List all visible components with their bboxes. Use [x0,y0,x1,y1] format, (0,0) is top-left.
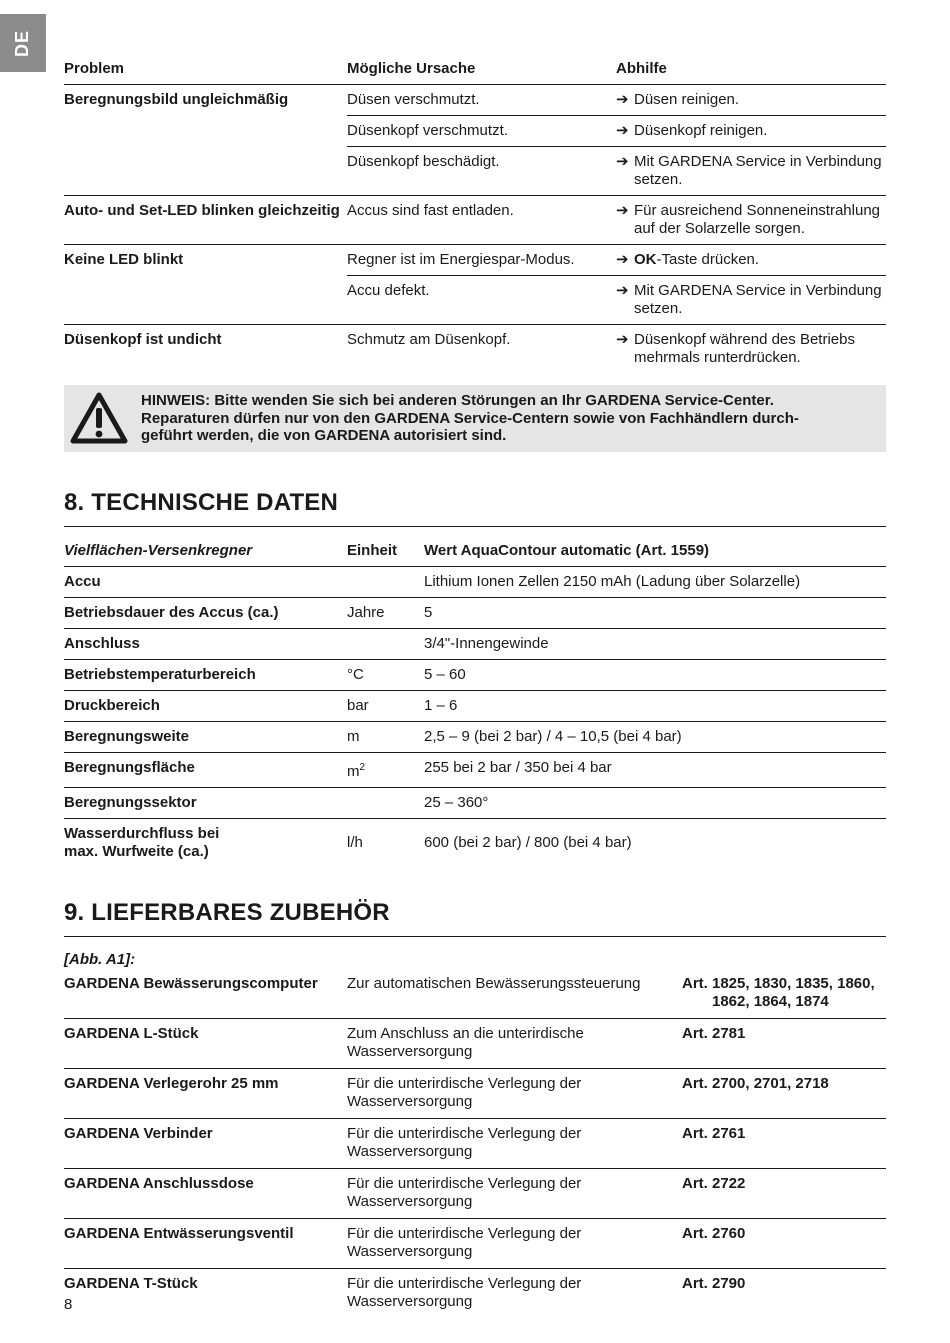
accessory-description: Für die unterirdische Verlegung der Wasserversorgung [347,1069,682,1119]
table-row [64,85,886,116]
remedy-text-rest: -Taste drücken. [656,251,760,268]
article-prefix: Art. [682,1125,712,1142]
value-cell: Lithium Ionen Zellen 2150 mAh (Ladung über Solarzelle) [424,567,886,598]
remedy-text: Düsen reinigen. [634,91,740,108]
technical-header-row [64,536,886,567]
table-row [64,975,886,1019]
article-prefix: Art. [682,1275,712,1292]
table-row [64,567,886,598]
table-row [64,245,886,276]
item-cell: Beregnungsfläche [64,753,347,788]
item-line: max. Wurfweite (ca.) [64,843,209,860]
article-prefix: Art. [682,975,712,992]
remedy-cell [616,196,886,245]
language-tab-label: DE [12,29,33,57]
remedy-text: Mit GARDENA Service in Verbindung setzen. [634,153,882,188]
accessory-name: GARDENA L-Stück [64,1019,347,1069]
accessory-article [682,1219,886,1269]
accessory-name: GARDENA Verlegerohr 25 mm [64,1069,347,1119]
table-row [64,1269,886,1319]
table-row [64,1219,886,1269]
technical-data-table [64,536,886,867]
accessory-description: Für die unterirdische Verlegung der Wasserversorgung [347,1219,682,1269]
table-row [64,1069,886,1119]
technical-data-heading: 8. TECHNISCHE DATEN [64,489,886,527]
item-cell: Betriebstemperaturbereich [64,660,347,691]
header-remedy: Abhilfe [616,56,886,85]
table-row [64,691,886,722]
unit-cell: °C [347,660,424,691]
accessory-article [682,1119,886,1169]
remedy-text [634,251,886,269]
arrow-right-icon: ➔ [616,282,629,299]
article-prefix: Art. [682,1225,712,1242]
header-unit: Einheit [347,542,398,559]
page-number: 8 [64,1296,73,1313]
article-prefix: Art. [682,1175,712,1192]
cause-cell: Accus sind fast entladen. [347,196,616,245]
header-item: Vielflächen-Versenkregner [64,542,253,559]
arrow-right-icon: ➔ [616,153,629,170]
figure-reference: [Abb. A1]: [64,951,136,968]
article-prefix: Art. [682,1075,712,1092]
page-content [64,56,886,1318]
notice-box [64,385,886,452]
accessory-article [682,1169,886,1219]
notice-text [141,392,856,445]
problem-cell: Auto- und Set-LED blinken gleichzeitig [64,196,347,245]
arrow-right-icon: ➔ [616,331,629,348]
header-problem: Problem [64,56,347,85]
notice-line: HINWEIS: Bitte wenden Sie sich bei anderen Störungen an Ihr GARDENA Service-Center. [141,392,774,409]
remedy-cell [616,116,886,147]
table-row [64,598,886,629]
notice-line: geführt werden, die von GARDENA autorisiert sind. [141,427,507,444]
table-row [64,819,886,868]
unit-cell [347,629,424,660]
remedy-text: Düsenkopf reinigen. [634,122,768,139]
value-cell: 255 bei 2 bar / 350 bei 4 bar [424,753,886,788]
accessory-name: GARDENA Verbinder [64,1119,347,1169]
table-row [64,788,886,819]
language-tab [0,14,46,72]
accessory-name: GARDENA Bewässerungscomputer [64,975,318,992]
table-row [64,325,886,374]
accessory-description: Für die unterirdische Verlegung der Wasserversorgung [347,1119,682,1169]
item-cell: Anschluss [64,629,347,660]
arrow-right-icon: ➔ [616,91,629,108]
troubleshooting-table [64,56,886,373]
accessory-description: Zur automatischen Bewässerungssteuerung [347,975,641,992]
table-row [64,1119,886,1169]
accessory-description: Für die unterirdische Verlegung der Wasserversorgung [347,1269,682,1319]
remedy-text: Düsenkopf während des Betriebs mehrmals runterdrücken. [634,331,855,366]
arrow-right-icon: ➔ [616,202,629,219]
unit-cell [347,788,424,819]
cause-cell: Düsenkopf beschädigt. [347,147,616,196]
item-cell: Accu [64,567,347,598]
article-numbers: 1825, 1830, 1835, 1860, 1862, 1864, 1874 [712,975,875,1010]
accessory-article [682,1269,886,1319]
cause-cell: Schmutz am Düsenkopf. [347,325,616,374]
accessory-article [682,975,886,1019]
accessory-name: GARDENA Entwässerungsventil [64,1219,347,1269]
item-cell: Betriebsdauer des Accus (ca.) [64,598,347,629]
value-cell: 25 – 360° [424,788,886,819]
article-numbers: 2700, 2701, 2718 [712,1075,829,1092]
article-numbers: 2760 [712,1225,746,1242]
value-cell: 3/4"-Innengewinde [424,629,886,660]
header-cause: Mögliche Ursache [347,56,616,85]
accessory-article [682,1019,886,1069]
table-row [64,1019,886,1069]
value-cell: 1 – 6 [424,691,886,722]
article-numbers: 2781 [712,1025,746,1042]
article-numbers: 2790 [712,1275,746,1292]
remedy-cell [616,85,886,116]
unit-cell [347,753,424,788]
problem-cell: Düsenkopf ist undicht [64,325,347,374]
accessory-description: Zum Anschluss an die unterirdische Wasserversorgung [347,1019,682,1069]
article-numbers: 2761 [712,1125,746,1142]
accessory-name: GARDENA Anschlussdose [64,1169,347,1219]
unit-superscript: 2 [359,762,366,773]
warning-triangle-icon [70,391,128,445]
cause-cell: Accu defekt. [347,276,616,325]
ok-key-label: OK [634,251,657,268]
value-cell: 5 [424,598,886,629]
table-row [64,1169,886,1219]
item-cell [64,819,347,868]
remedy-text: Für ausreichend Sonneneinstrahlung auf der Solarzelle sorgen. [634,202,880,237]
item-cell: Druckbereich [64,691,347,722]
table-row [64,196,886,245]
cause-cell: Düsen verschmutzt. [347,91,480,108]
table-row [64,660,886,691]
notice-line: Reparaturen dürfen nur von den GARDENA Service-Centern sowie von Fachhändlern durch- [141,409,799,427]
cause-cell: Regner ist im Energiespar-Modus. [347,245,616,276]
value-cell: 5 – 60 [424,660,886,691]
table-row [64,722,886,753]
remedy-cell [616,245,886,276]
problem-cell: Keine LED blinkt [64,245,347,325]
remedy-cell [616,147,886,196]
table-row [64,629,886,660]
remedy-text: Mit GARDENA Service in Verbindung setzen. [634,282,882,317]
arrow-right-icon: ➔ [616,251,629,268]
value-cell: 600 (bei 2 bar) / 800 (bei 4 bar) [424,819,886,868]
accessory-description: Für die unterirdische Verlegung der Wasserversorgung [347,1169,682,1219]
header-value: Wert AquaContour automatic (Art. 1559) [424,542,710,559]
unit-cell: Jahre [347,598,424,629]
unit-cell: l/h [347,819,424,868]
item-cell: Beregnungssektor [64,788,347,819]
accessory-article [682,1069,886,1119]
value-cell: 2,5 – 9 (bei 2 bar) / 4 – 10,5 (bei 4 bar) [424,722,886,753]
arrow-right-icon: ➔ [616,122,629,139]
problem-cell: Beregnungsbild ungleichmäßig [64,91,289,108]
troubleshooting-header-row [64,56,886,85]
accessory-name: GARDENA T-Stück [64,1269,347,1319]
unit-text: m [347,763,360,780]
item-line: Wasserdurchfluss bei [64,825,220,842]
cause-cell: Düsenkopf verschmutzt. [347,116,616,147]
table-row [64,753,886,788]
remedy-cell [616,325,886,374]
remedy-cell [616,276,886,325]
unit-cell: bar [347,691,424,722]
unit-cell: m [347,722,424,753]
accessories-table [64,975,886,1318]
item-cell: Beregnungsweite [64,722,347,753]
article-numbers: 2722 [712,1175,746,1192]
unit-cell [347,567,424,598]
accessories-heading: 9. LIEFERBARES ZUBEHÖR [64,899,886,937]
article-prefix: Art. [682,1025,712,1042]
